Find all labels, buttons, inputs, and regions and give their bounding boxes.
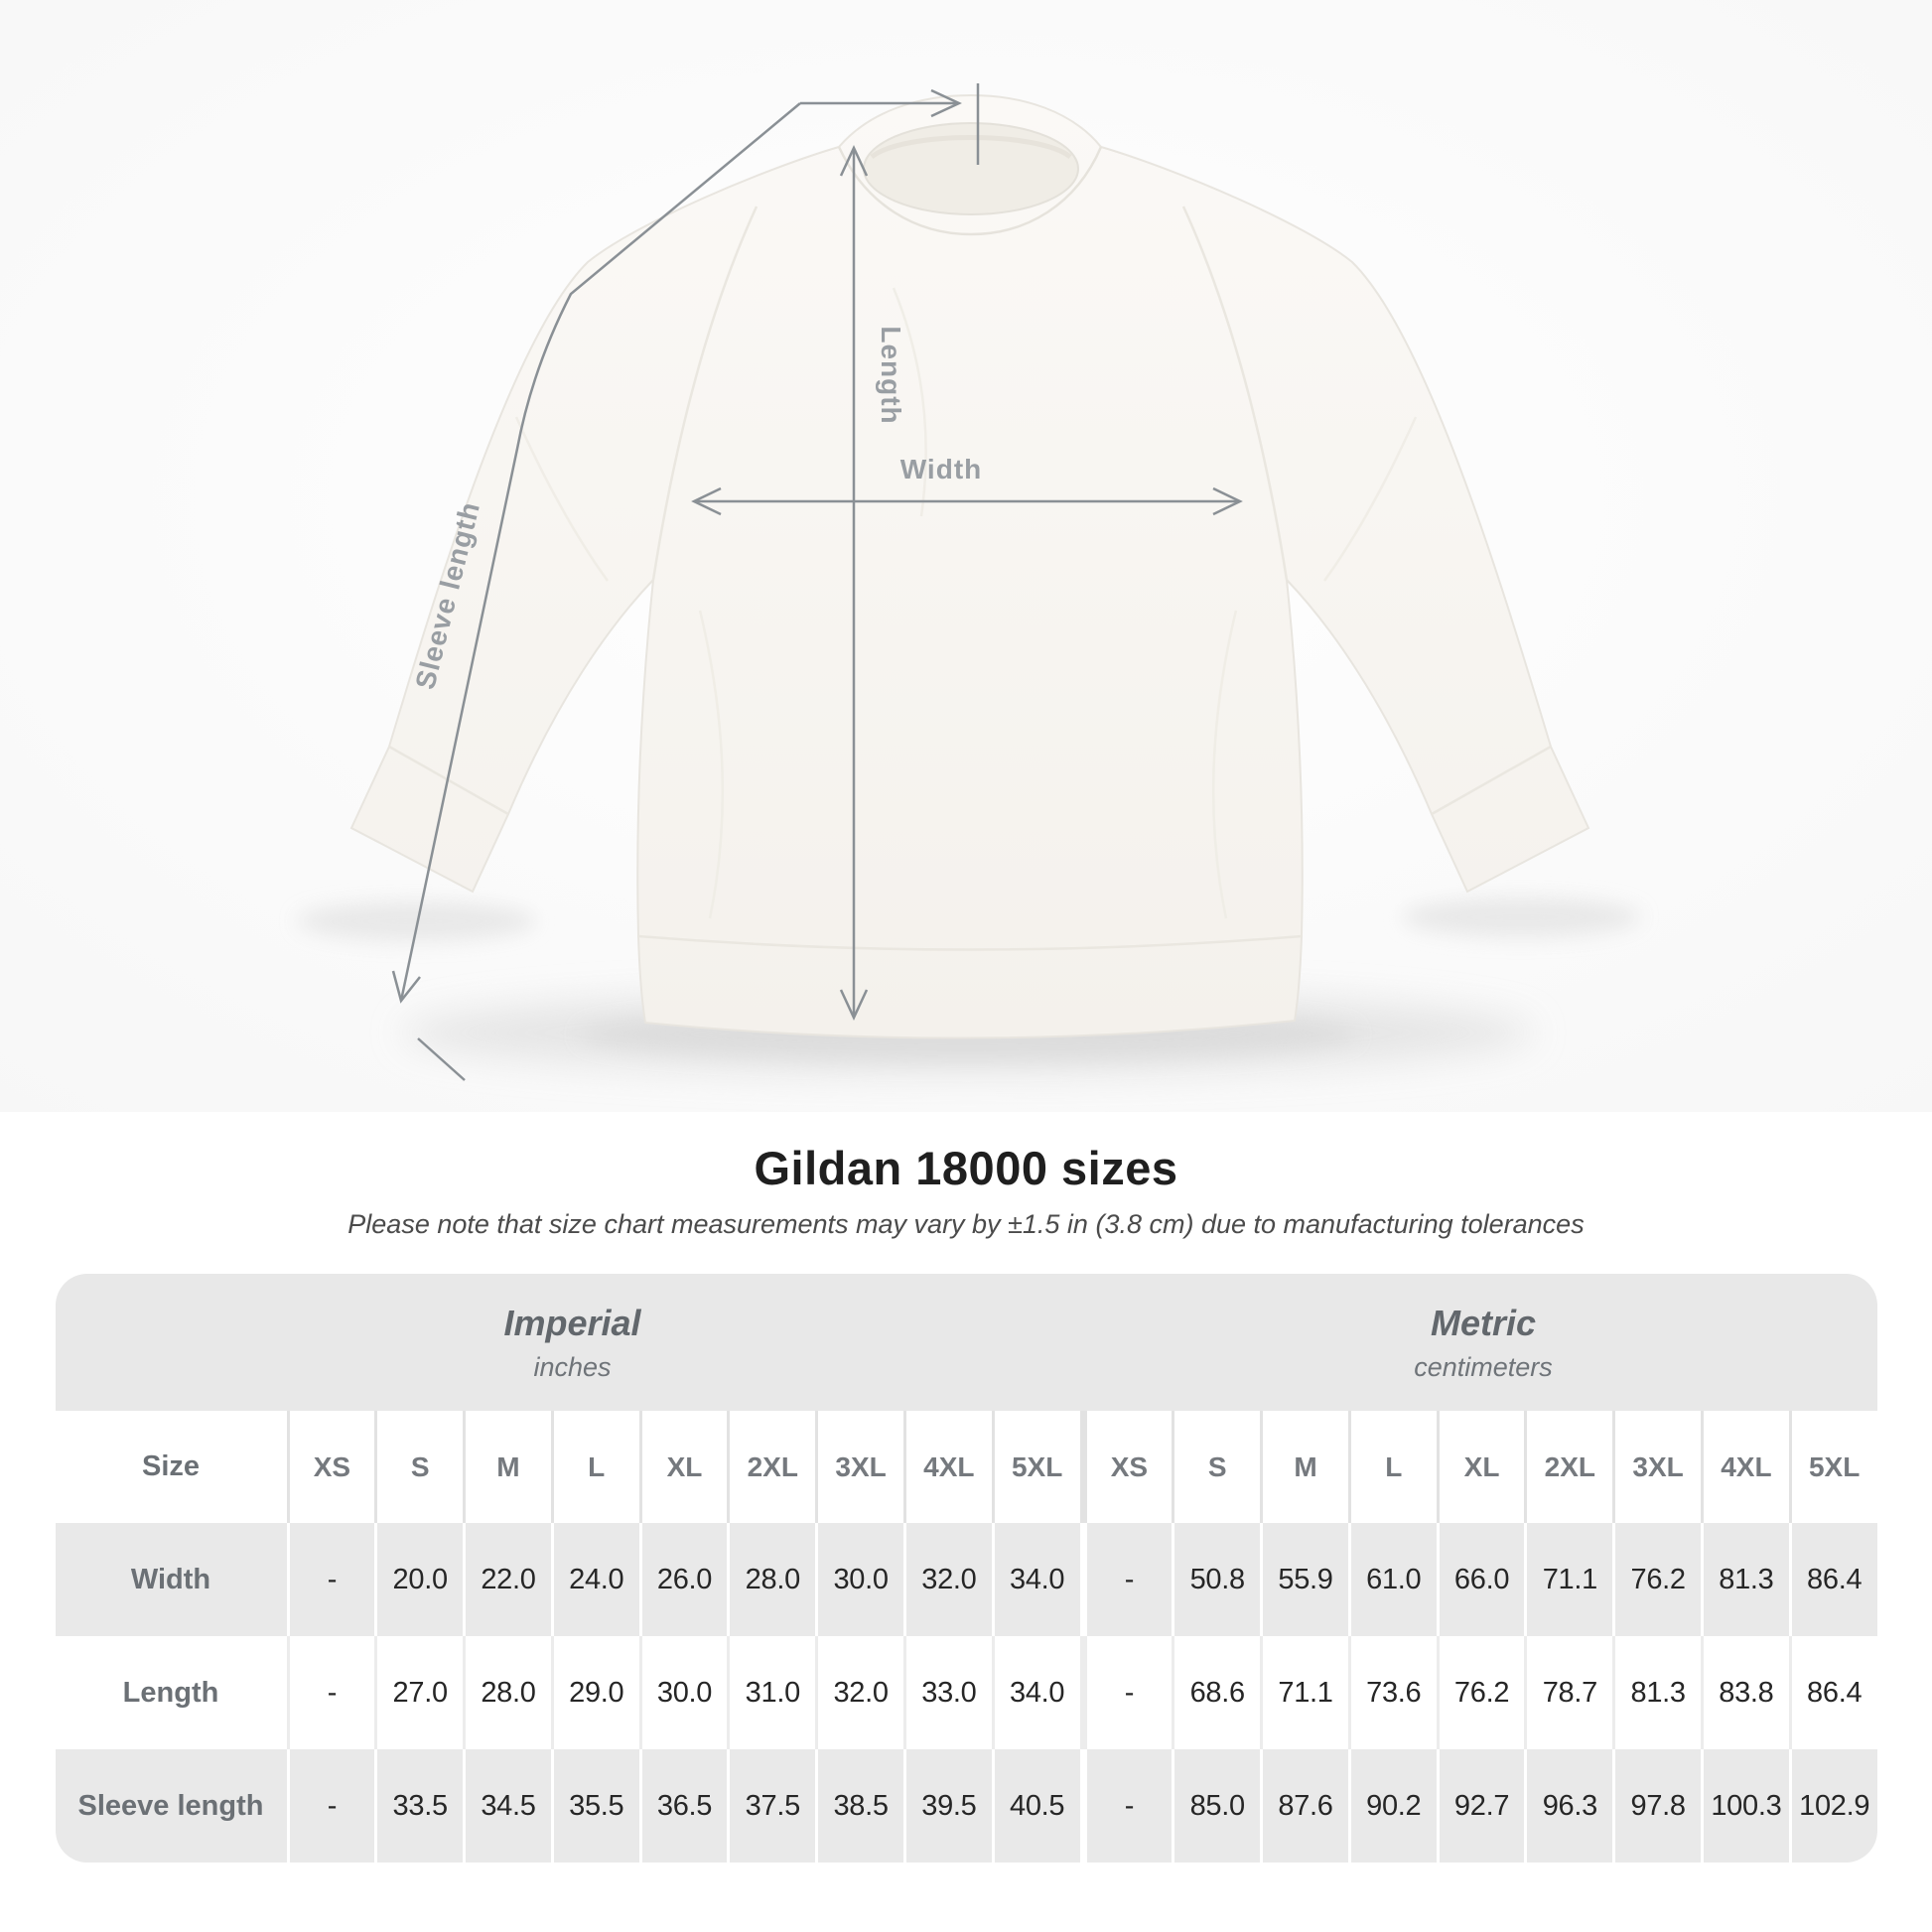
table-cell: 38.5 xyxy=(818,1749,903,1863)
size-col-3xl: 3XL xyxy=(1615,1411,1701,1523)
table-cell: 20.0 xyxy=(377,1523,463,1636)
table-cell: 30.0 xyxy=(642,1636,728,1749)
table-cell: 50.8 xyxy=(1174,1523,1260,1636)
table-cell: - xyxy=(290,1636,375,1749)
width-label: Width xyxy=(899,454,983,484)
table-cell: - xyxy=(290,1749,375,1863)
size-col-xl: XL xyxy=(1440,1411,1525,1523)
table-cell: 81.3 xyxy=(1704,1523,1789,1636)
table-cell: 26.0 xyxy=(642,1523,728,1636)
size-col-xl: XL xyxy=(642,1411,728,1523)
table-cell: 55.9 xyxy=(1263,1523,1348,1636)
size-col-xs: XS xyxy=(290,1411,375,1523)
table-cell: 31.0 xyxy=(730,1636,815,1749)
unit-group-imperial xyxy=(56,1274,1090,1411)
table-cell: 81.3 xyxy=(1615,1636,1701,1749)
table-cell: 78.7 xyxy=(1527,1636,1612,1749)
table-cell: 76.2 xyxy=(1440,1636,1525,1749)
table-cell: 22.0 xyxy=(466,1523,551,1636)
size-col-4xl: 4XL xyxy=(1704,1411,1789,1523)
size-col-3xl: 3XL xyxy=(818,1411,903,1523)
table-cell: 36.5 xyxy=(642,1749,728,1863)
table-cell: 39.5 xyxy=(906,1749,992,1863)
size-col-m: M xyxy=(466,1411,551,1523)
table-cell: 35.5 xyxy=(554,1749,639,1863)
size-column-header: Size xyxy=(56,1411,287,1523)
imperial-unit: inches xyxy=(533,1351,612,1382)
table-cell: 32.0 xyxy=(818,1636,903,1749)
table-cell: 86.4 xyxy=(1792,1523,1877,1636)
table-row-sleeve-length xyxy=(56,1749,1877,1863)
table-cell: 71.1 xyxy=(1527,1523,1612,1636)
table-cell: 28.0 xyxy=(466,1636,551,1749)
table-cell: 27.0 xyxy=(377,1636,463,1749)
sleeve-length-label: Sleeve length xyxy=(409,498,486,693)
table-cell: 85.0 xyxy=(1174,1749,1260,1863)
table-cell: 34.0 xyxy=(995,1523,1080,1636)
table-cell: 76.2 xyxy=(1615,1523,1701,1636)
imperial-label: Imperial xyxy=(503,1302,641,1343)
table-cell: 73.6 xyxy=(1351,1636,1437,1749)
table-cell: 102.9 xyxy=(1792,1749,1877,1863)
page-title: Gildan 18000 sizes xyxy=(754,1142,1178,1194)
table-cell: 29.0 xyxy=(554,1636,639,1749)
table-cell: 66.0 xyxy=(1440,1523,1525,1636)
table-cell: 97.8 xyxy=(1615,1749,1701,1863)
table-cell: 33.0 xyxy=(906,1636,992,1749)
row-label: Sleeve length xyxy=(56,1749,287,1863)
size-col-4xl: 4XL xyxy=(906,1411,992,1523)
table-cell: - xyxy=(1087,1636,1173,1749)
length-label: Length xyxy=(876,326,906,425)
table-cell: 30.0 xyxy=(818,1523,903,1636)
unit-header-band xyxy=(56,1274,1877,1411)
table-cell: 92.7 xyxy=(1440,1749,1525,1863)
metric-label: Metric xyxy=(1430,1302,1537,1343)
table-cell: - xyxy=(1087,1523,1173,1636)
table-row-length xyxy=(56,1636,1877,1749)
table-cell: 61.0 xyxy=(1351,1523,1437,1636)
size-col-s: S xyxy=(377,1411,463,1523)
table-cell: 96.3 xyxy=(1527,1749,1612,1863)
size-col-s: S xyxy=(1174,1411,1260,1523)
size-col-2xl: 2XL xyxy=(1527,1411,1612,1523)
table-cell: 32.0 xyxy=(906,1523,992,1636)
table-cell: 37.5 xyxy=(730,1749,815,1863)
size-col-5xl: 5XL xyxy=(1792,1411,1877,1523)
table-body xyxy=(56,1411,1877,1863)
table-cell: - xyxy=(1087,1749,1173,1863)
size-table xyxy=(56,1274,1877,1863)
table-cell: 87.6 xyxy=(1263,1749,1348,1863)
row-label: Width xyxy=(56,1523,287,1636)
table-cell: 71.1 xyxy=(1263,1636,1348,1749)
size-col-l: L xyxy=(554,1411,639,1523)
table-cell: - xyxy=(290,1523,375,1636)
table-cell: 34.0 xyxy=(995,1636,1080,1749)
table-cell: 24.0 xyxy=(554,1523,639,1636)
size-col-xs: XS xyxy=(1087,1411,1173,1523)
table-cell: 83.8 xyxy=(1704,1636,1789,1749)
table-cell: 40.5 xyxy=(995,1749,1080,1863)
tolerance-note: Please note that size chart measurements may vary by ±1.5 in (3.8 cm) due to manufacturing tolerances xyxy=(347,1209,1585,1240)
table-cell: 100.3 xyxy=(1704,1749,1789,1863)
metric-unit: centimeters xyxy=(1414,1351,1553,1382)
size-col-5xl: 5XL xyxy=(995,1411,1080,1523)
table-cell: 86.4 xyxy=(1792,1636,1877,1749)
size-col-2xl: 2XL xyxy=(730,1411,815,1523)
unit-group-metric xyxy=(1090,1274,1877,1411)
size-col-l: L xyxy=(1351,1411,1437,1523)
table-cell: 34.5 xyxy=(466,1749,551,1863)
table-cell: 33.5 xyxy=(377,1749,463,1863)
row-label: Length xyxy=(56,1636,287,1749)
size-header-row xyxy=(56,1411,1877,1523)
size-col-m: M xyxy=(1263,1411,1348,1523)
table-row-width xyxy=(56,1523,1877,1636)
table-cell: 68.6 xyxy=(1174,1636,1260,1749)
table-cell: 90.2 xyxy=(1351,1749,1437,1863)
table-cell: 28.0 xyxy=(730,1523,815,1636)
